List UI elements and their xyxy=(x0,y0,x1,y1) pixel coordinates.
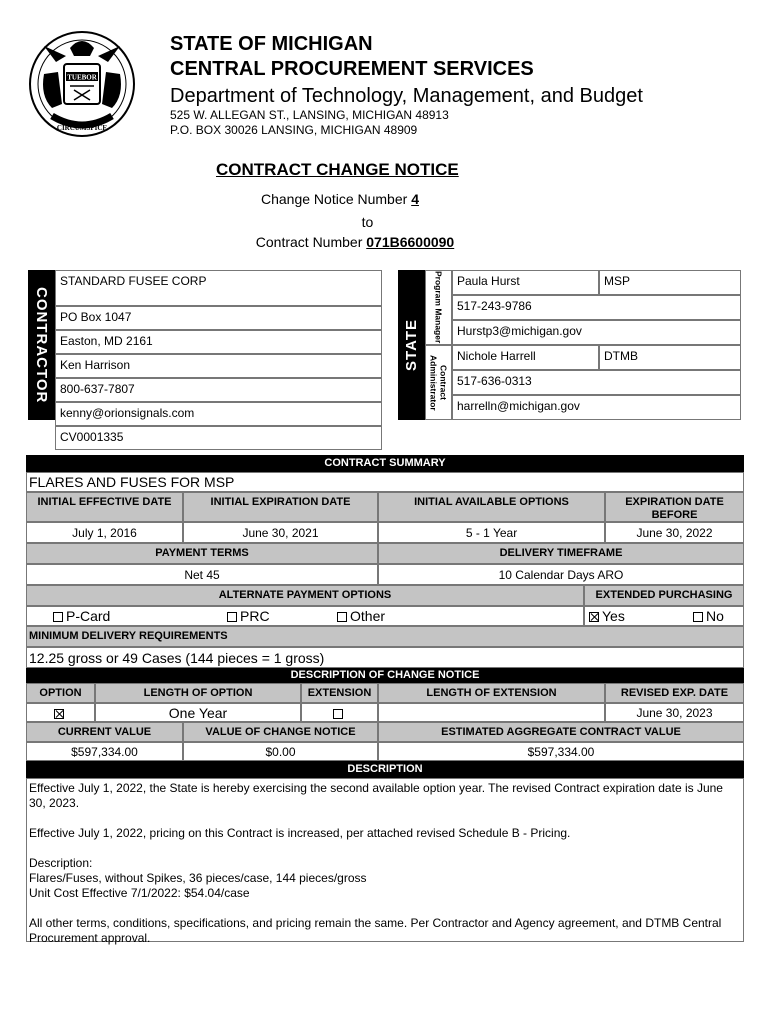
alternate-payment-label: ALTERNATE PAYMENT OPTIONS xyxy=(26,585,584,606)
contractor-name: STANDARD FUSEE CORP xyxy=(55,270,382,306)
extension-label: EXTENSION xyxy=(301,683,378,703)
option-label: OPTION xyxy=(26,683,95,703)
summary-description: FLARES AND FUSES FOR MSP xyxy=(26,472,744,492)
contract-number-label: Contract Number xyxy=(255,234,363,250)
current-value: $597,334.00 xyxy=(26,742,183,761)
min-delivery-requirements: 12.25 gross or 49 Cases (144 pieces = 1 gross) xyxy=(26,647,744,668)
contract-administrator-label: Contract Administrator xyxy=(425,345,452,420)
change-value: $0.00 xyxy=(183,742,378,761)
expiration-before: June 30, 2022 xyxy=(605,522,744,543)
extended-yes-checkbox[interactable] xyxy=(589,612,599,622)
svg-text:CIRCUMSPICE: CIRCUMSPICE xyxy=(56,124,108,132)
program-manager-name: Paula Hurst xyxy=(452,270,599,295)
description-heading: Description: xyxy=(29,856,93,870)
description-unit-cost: Unit Cost Effective 7/1/2022: $54.04/case xyxy=(29,886,250,900)
length-of-extension xyxy=(378,703,605,722)
contractor-address-1: PO Box 1047 xyxy=(55,306,382,330)
delivery-timeframe: 10 Calendar Days ARO xyxy=(378,564,744,585)
notice-title: CONTRACT CHANGE NOTICE xyxy=(216,160,459,179)
pcard-checkbox[interactable] xyxy=(53,612,63,622)
contractor-phone: 800-637-7807 xyxy=(55,378,382,402)
program-manager-email: Hurstp3@michigan.gov xyxy=(452,320,741,345)
description-paragraph-4: All other terms, conditions, specifications, and pricing remain the same. Per Contractor and Agency agreement, and DTMB Central Procurement approval. xyxy=(29,916,722,945)
delivery-timeframe-label: DELIVERY TIMEFRAME xyxy=(378,543,744,564)
header-address-2: P.O. BOX 30026 LANSING, MICHIGAN 48909 xyxy=(170,123,418,137)
state-label: STATE xyxy=(398,270,425,420)
description-body xyxy=(26,778,744,945)
min-delivery-label: MINIMUM DELIVERY REQUIREMENTS xyxy=(26,626,744,647)
change-notice-line xyxy=(0,191,680,207)
extension-checkbox[interactable] xyxy=(333,709,343,719)
header-state-title: STATE OF MICHIGAN xyxy=(170,33,373,55)
extended-purchasing-label: EXTENDED PURCHASING xyxy=(584,585,744,606)
other-option[interactable]: Other xyxy=(337,608,385,624)
program-manager-agency: MSP xyxy=(599,270,741,295)
alternate-payment-options xyxy=(26,606,584,626)
header-procurement-title: CENTRAL PROCUREMENT SERVICES xyxy=(170,58,534,80)
description-band: DESCRIPTION xyxy=(26,761,744,778)
option-cell xyxy=(26,703,95,722)
contractor-address-2: Easton, MD 2161 xyxy=(55,330,382,354)
contract-admin-name: Nichole Harrell xyxy=(452,345,599,370)
initial-options: 5 - 1 Year xyxy=(378,522,605,543)
expiration-before-label: EXPIRATION DATE BEFORE xyxy=(605,492,744,522)
payment-terms-label: PAYMENT TERMS xyxy=(26,543,378,564)
program-manager-phone: 517-243-9786 xyxy=(452,295,741,320)
change-notice-number: 4 xyxy=(411,191,419,207)
extended-no-checkbox[interactable] xyxy=(693,612,703,622)
contract-summary-band: CONTRACT SUMMARY xyxy=(26,455,744,472)
initial-expiration-date-label: INITIAL EXPIRATION DATE xyxy=(183,492,378,522)
contract-admin-email: harrelln@michigan.gov xyxy=(452,395,741,420)
change-value-label: VALUE OF CHANGE NOTICE xyxy=(183,722,378,742)
aggregate-value: $597,334.00 xyxy=(378,742,744,761)
current-value-label: CURRENT VALUE xyxy=(26,722,183,742)
contractor-email: kenny@orionsignals.com xyxy=(55,402,382,426)
revised-exp-date: June 30, 2023 xyxy=(605,703,744,722)
description-item: Flares/Fuses, without Spikes, 36 pieces/case, 144 pieces/gross xyxy=(29,871,367,885)
contract-number: 071B6600090 xyxy=(366,234,455,250)
notice-to: to xyxy=(361,214,374,230)
extension-cell xyxy=(301,703,378,722)
prc-option[interactable]: PRC xyxy=(227,608,270,624)
svg-text:TUEBOR: TUEBOR xyxy=(67,73,97,82)
extended-yes-option[interactable]: Yes xyxy=(589,608,625,624)
extended-no-option[interactable]: No xyxy=(693,608,724,624)
option-checkbox[interactable] xyxy=(54,709,64,719)
pcard-option[interactable]: P-Card xyxy=(53,608,110,624)
other-checkbox[interactable] xyxy=(337,612,347,622)
program-manager-label: Program Manager xyxy=(425,270,452,345)
header-department: Department of Technology, Management, and Budget xyxy=(170,85,643,107)
payment-terms: Net 45 xyxy=(26,564,378,585)
description-paragraph-1: Effective July 1, 2022, the State is hereby exercising the second available option year. The revised Contract expiration date is June 30, 2023. xyxy=(29,781,723,810)
contractor-vendor-id: CV0001335 xyxy=(55,426,382,450)
initial-effective-date-label: INITIAL EFFECTIVE DATE xyxy=(26,492,183,522)
initial-effective-date: July 1, 2016 xyxy=(26,522,183,543)
initial-expiration-date: June 30, 2021 xyxy=(183,522,378,543)
change-notice-label: Change Notice Number xyxy=(261,191,408,207)
description-paragraph-2: Effective July 1, 2022, pricing on this Contract is increased, per attached revised Schedule B - Pricing. xyxy=(29,826,571,840)
contract-admin-phone: 517-636-0313 xyxy=(452,370,741,395)
header-address-1: 525 W. ALLEGAN ST., LANSING, MICHIGAN 48913 xyxy=(170,108,449,122)
change-notice-band: DESCRIPTION OF CHANGE NOTICE xyxy=(26,668,744,683)
contract-admin-agency: DTMB xyxy=(599,345,741,370)
initial-options-label: INITIAL AVAILABLE OPTIONS xyxy=(378,492,605,522)
contract-number-line xyxy=(0,234,710,250)
length-of-option-label: LENGTH OF OPTION xyxy=(95,683,301,703)
length-of-option: One Year xyxy=(95,703,301,722)
prc-checkbox[interactable] xyxy=(227,612,237,622)
michigan-seal-logo xyxy=(26,26,138,144)
contractor-contact: Ken Harrison xyxy=(55,354,382,378)
extended-purchasing-options xyxy=(584,606,744,626)
contractor-label: CONTRACTOR xyxy=(28,270,55,420)
revised-exp-date-label: REVISED EXP. DATE xyxy=(605,683,744,703)
aggregate-value-label: ESTIMATED AGGREGATE CONTRACT VALUE xyxy=(378,722,744,742)
length-of-extension-label: LENGTH OF EXTENSION xyxy=(378,683,605,703)
